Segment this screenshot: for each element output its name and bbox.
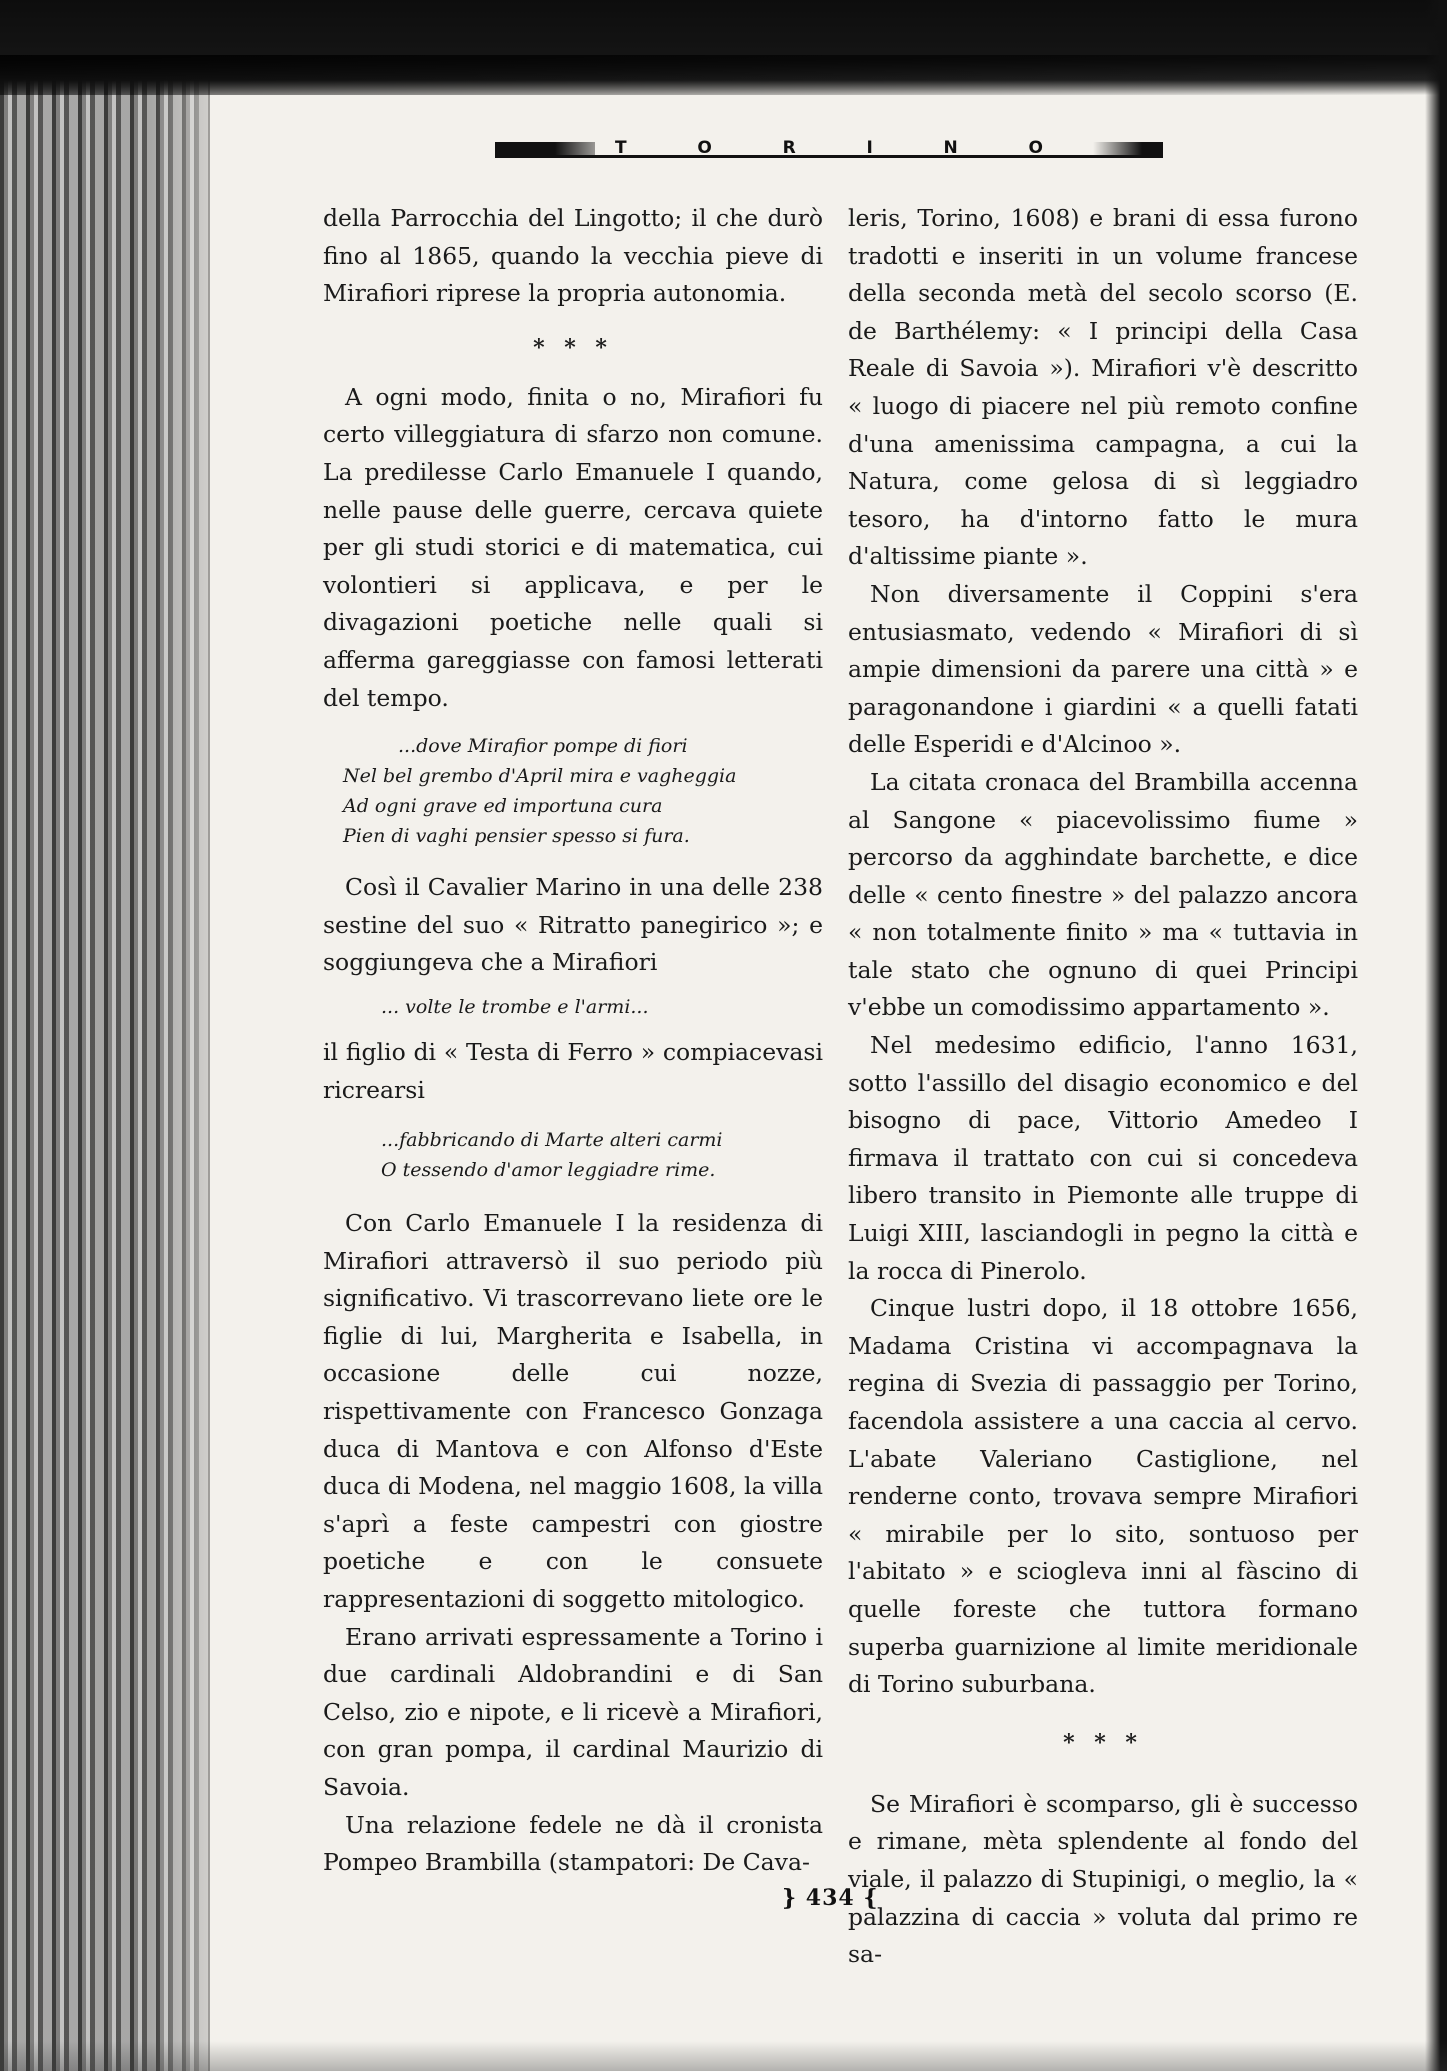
verse-line: Nel bel grembo d'April mira e vagheggia <box>343 765 737 788</box>
header-title <box>615 138 1045 158</box>
paragraph: Con Carlo Emanuele I la residenza di Mirafiori attraversò il suo periodo più significativo. Vi trascorrevano liete ore le figlie di lui, Margherita e Isabella, in occasione delle cui nozze, rispettivamente con Francesco Gonzaga duca di Mantova e con Alfonso d'Este duca di Modena, nel maggio 1608, la villa s'aprì a feste campestri con giostre poetiche e con le consuete rappresentazioni di soggetto mitologico. <box>323 1209 823 1614</box>
verse-line: Ad ogni grave ed importuna cura <box>343 795 663 818</box>
paragraph: Così il Cavalier Marino in una delle 238 sestine del suo « Ritratto panegirico »; e soggiungeva che a Mirafiori <box>323 873 823 977</box>
section-separator: * * * <box>533 334 613 361</box>
running-header <box>495 138 1163 160</box>
verse-line: Pien di vaghi pensier spesso si fura. <box>343 825 690 848</box>
header-letter: N <box>943 138 960 158</box>
paragraph: Nel medesimo edificio, l'anno 1631, sotto l'assillo del disagio economico e del bisogno di pace, Vittorio Amedeo I firmava il trattato con cui si concedeva libero transito in Piemonte alle truppe di Luigi XIII, lasciandogli in pegno la città e la rocca di Pinerolo. <box>848 1031 1358 1285</box>
page-number: } 434 { <box>782 1885 879 1911</box>
paragraph: leris, Torino, 1608) e brani di essa furono tradotti e inseriti in un volume francese della seconda metà del secolo scorso (E. de Barthélemy: « I principi della Casa Reale di Savoia »). Mirafiori v'è descritto « luogo di piacere nel più remoto confine d'una amenissima campagna, a cui la Natura, come gelosa di sì leggiadro tesoro, ha d'intorno fatto le mura d'altissime piante ». <box>848 204 1358 571</box>
verse-quote <box>381 1125 823 1185</box>
paragraph: della Parrocchia del Lingotto; il che durò fino al 1865, quando la vecchia pieve di Mirafiori riprese la propria autonomia. <box>323 204 823 308</box>
paragraph: Non diversamente il Coppini s'era entusiasmato, vedendo « Mirafiori di sì ampie dimensioni da parere una città » e paragonandone i giardini « a quelli fatati delle Esperidi e d'Alcinoo ». <box>848 579 1358 759</box>
verse-line: ...dove Mirafior pompe di fiori <box>398 735 688 758</box>
header-letter: O <box>1028 138 1045 158</box>
verse-quote <box>381 992 823 1022</box>
section-separator: * * * <box>1063 1729 1143 1756</box>
verse-quote <box>343 731 823 851</box>
paragraph: La citata cronaca del Brambilla accenna al Sangone « piacevolissimo fiume » percorso da agghindate barchette, e dice delle « cento finestre » del palazzo ancora « non totalmente finito » ma « tuttavia in tale stato che ognuno di quei Principi v'ebbe un comodissimo appartamento ». <box>848 767 1358 1022</box>
paragraph: il figlio di « Testa di Ferro » compiacevasi ricrearsi <box>323 1037 823 1104</box>
paragraph: A ogni modo, finita o no, Mirafiori fu certo villeggiatura di sfarzo non comune. La predilesse Carlo Emanuele I quando, nelle pause delle guerre, cercava quiete per gli studi storici e di matematica, cui volontieri si applicava, e per le divagazioni poetiche nelle quali si afferma gareggiasse con famosi letterati del tempo. <box>323 382 823 712</box>
verse-line: ...fabbricando di Marte alteri carmi <box>381 1129 723 1152</box>
paragraph: Cinque lustri dopo, il 18 ottobre 1656, Madama Cristina vi accompagnava la regina di Svezia di passaggio per Torino, facendola assistere a una caccia al cervo. L'abate Valeriano Castiglione, nel renderne conto, trovava sempre Mirafiori « mirabile per lo sito, sontuoso per l'abitato » e sciogleva inni al fàscino di quelle foreste che tuttora formano superba guarnizione al limite meridionale di Torino suburbana. <box>848 1294 1358 1699</box>
paragraph: Se Mirafiori è scomparso, gli è successo e rimane, mèta splendente al fondo del viale, il palazzo di Stupinigi, o meglio, la « palazzina di caccia » voluta dal primo re sa- <box>848 1789 1358 1969</box>
header-letter: I <box>866 138 875 158</box>
paragraph: Una relazione fedele ne dà il cronista Pompeo Brambilla (stampatori: De Cava- <box>323 1810 823 1877</box>
header-letter: O <box>697 138 714 158</box>
verse-line: O tessendo d'amor leggiadre rime. <box>381 1159 716 1182</box>
paragraph: Erano arrivati espressamente a Torino i due cardinali Aldobrandini e di San Celso, zio e nipote, e li ricevè a Mirafiori, con gran pompa, il cardinal Maurizio di Savoia. <box>323 1622 823 1801</box>
scan-right-edge <box>1425 0 1447 2071</box>
header-letter: T <box>615 138 629 158</box>
verse-line: ... volte le trombe e l'armi... <box>381 995 649 1018</box>
right-column <box>848 200 1358 1974</box>
header-letter: R <box>782 138 798 158</box>
left-column <box>323 200 823 1882</box>
